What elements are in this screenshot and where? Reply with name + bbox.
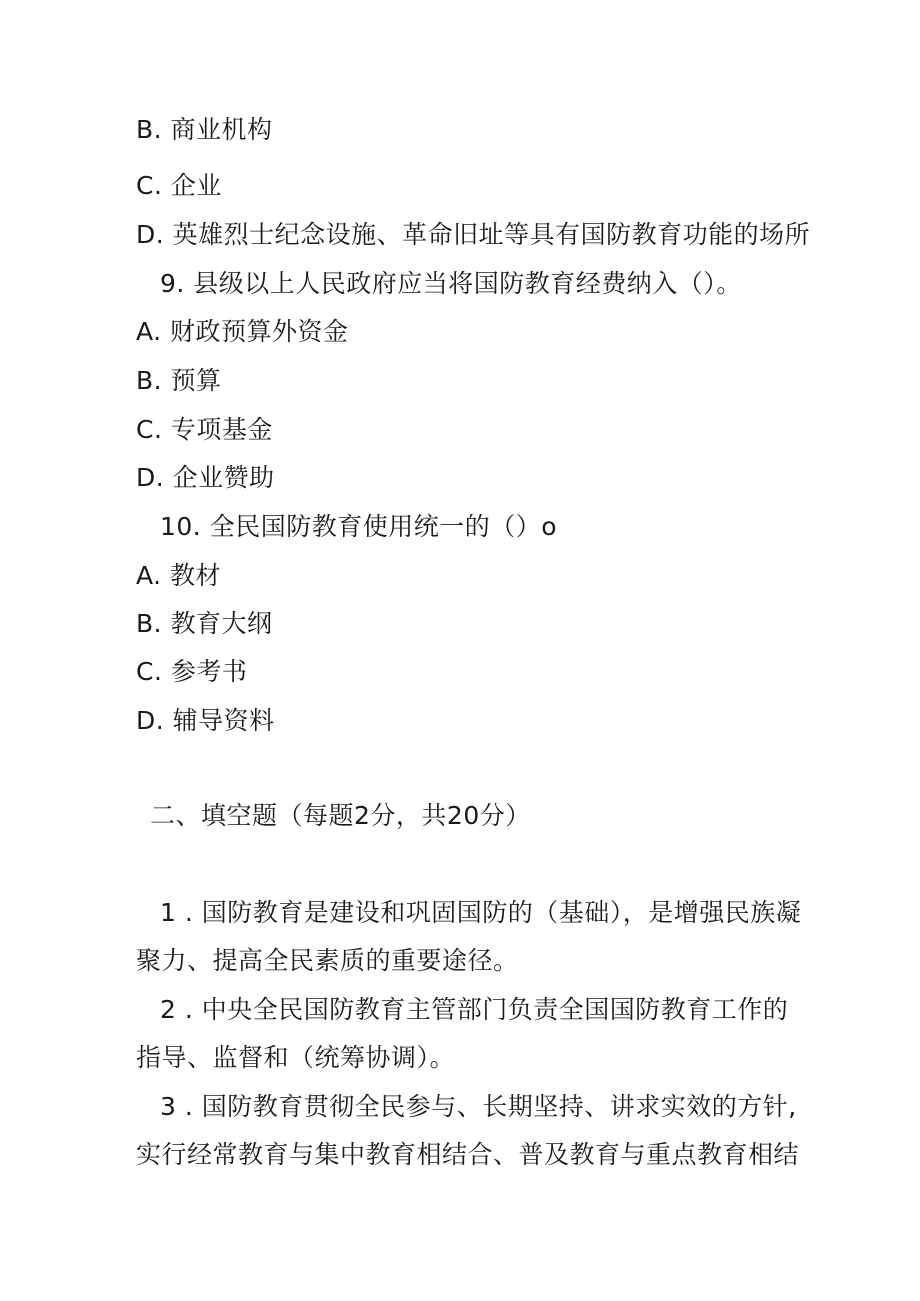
option-c-q10: C. 参考书 (136, 657, 248, 686)
fill-item-1-line-2: 聚力、提高全民素质的重要途径。 (136, 946, 519, 975)
fill-item-2-line-2: 指导、监督和（统筹协调）。 (136, 1043, 456, 1072)
option-c-q9: C. 专项基金 (136, 415, 273, 444)
question-10: 10. 全民国防教育使用统一的（）o (160, 512, 558, 541)
option-a-q9: A. 财政预算外资金 (136, 317, 349, 346)
option-b-q9: B. 预算 (136, 366, 222, 395)
option-b-q8: B. 商业机构 (136, 115, 273, 144)
fill-item-3-line-2: 实行经常教育与集中教育相结合、普及教育与重点教育相结 (136, 1140, 800, 1169)
option-a-q10: A. 教材 (136, 561, 222, 590)
question-9: 9. 县级以上人民政府应当将国防教育经费纳入（）。 (160, 269, 742, 298)
option-c-q8: C. 企业 (136, 171, 222, 200)
option-d-q10: D. 辅导资料 (136, 706, 275, 735)
section-heading-fill-in: 二、填空题（每题2分，共20分） (150, 801, 531, 830)
option-d-q8: D. 英雄烈士纪念设施、革命旧址等具有国防教育功能的场所 (136, 220, 811, 249)
option-b-q10: B. 教育大纲 (136, 609, 273, 638)
fill-item-1-line-1: 1 . 国防教育是建设和巩固国防的（基础），是增强民族凝 (160, 898, 802, 927)
option-d-q9: D. 企业赞助 (136, 463, 275, 492)
fill-item-2-line-1: 2 . 中央全民国防教育主管部门负责全国国防教育工作的 (160, 995, 789, 1024)
fill-item-3-line-1: 3 . 国防教育贯彻全民参与、长期坚持、讲求实效的方针, (160, 1092, 797, 1121)
